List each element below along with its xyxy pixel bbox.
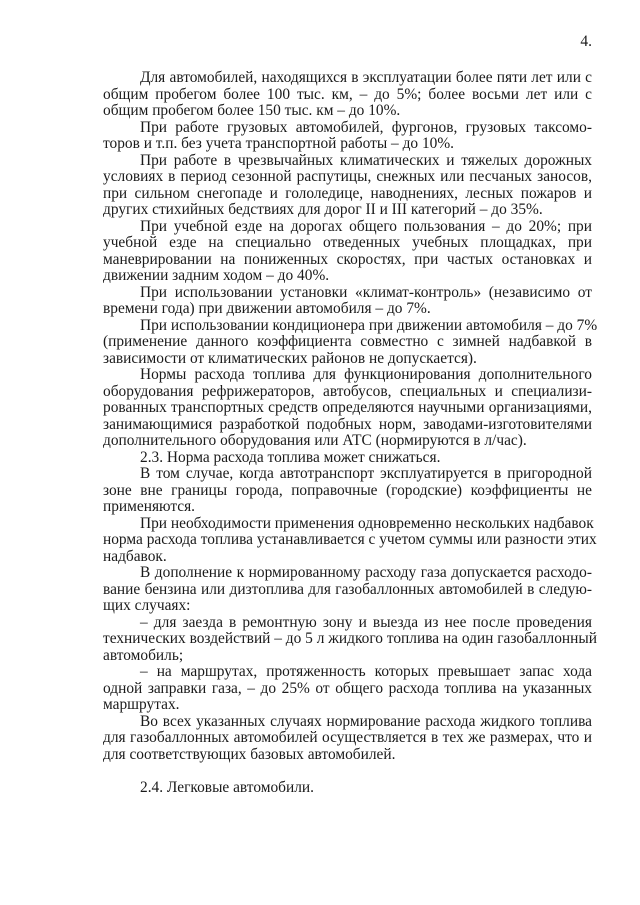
text-line: одной заправки газа, – до 25% от общего расхода топлива на указанных: [103, 679, 592, 697]
paragraph: [103, 613, 597, 665]
text-line: движении задним ходом – до 40%.: [103, 267, 330, 284]
text-line: технических воздействий – до 5 л жидкого топлива на один газобаллонный: [103, 630, 597, 647]
text-line: – на маршрутах, протяженность которых превышает запас хода: [140, 663, 592, 680]
paragraph: [103, 316, 598, 368]
text-line: для соответствующих базовых автомобилей.: [103, 745, 396, 763]
text-line: При использовании установки «климат-контроль» (независимо от: [140, 283, 592, 301]
text-line: автомобиль;: [103, 646, 184, 664]
text-line: Для автомобилей, находящихся в эксплуатации более пяти лет или с: [140, 69, 592, 86]
text-line: других стихийных бедствиях для дорог II и III категорий – до 35%.: [103, 201, 543, 218]
paragraph: [103, 714, 592, 764]
text-line: для газобаллонных автомобилей осуществляется в тех же размерах, что и: [103, 729, 592, 746]
text-line: оборудования рефрижераторов, автобусов, специальных и специализи-: [103, 382, 592, 400]
text-line: При работе грузовых автомобилей, фургонов, грузовых таксомо-: [140, 118, 592, 136]
document-body: [103, 69, 598, 796]
text-line: норма расхода топлива устанавливается с учетом суммы или разности этих: [103, 531, 597, 548]
text-line: вание бензина или дизтоплива для газобаллонных автомобилей в следую-: [103, 580, 592, 598]
page-number: 4.: [580, 33, 592, 50]
text-line: При учебной езде на дорогах общего пользования – до 20%; при: [140, 217, 592, 235]
paragraph: [103, 120, 592, 153]
paragraph: [103, 285, 592, 318]
paragraph: [103, 514, 597, 566]
text-line: зависимости от климатических районов не допускается).: [103, 349, 477, 367]
paragraph: [103, 153, 592, 219]
text-line: условиях в период сезонной распутицы, снежных или песчаных заносов,: [103, 168, 592, 185]
text-line: рованных транспортных средств определяются научными организациями,: [103, 399, 592, 416]
text-line: при сильном снегопаде и гололедице, наводнениях, лесных пожаров и: [103, 184, 592, 202]
text-line: дополнительного оборудования или АТС (нормируются в л/час).: [103, 432, 527, 449]
paragraph: [103, 664, 592, 714]
text-line: торов и т.п. без учета транспортной работы – до 10%.: [103, 135, 455, 152]
paragraph: [103, 219, 592, 285]
text-line: применяются.: [103, 498, 196, 515]
text-line: – для заезда в ремонтную зону и выезда из нее после проведения: [140, 613, 592, 631]
text-line: надбавок.: [103, 547, 167, 565]
text-line: (применение данного коэффициента совместно с зимней надбавкой в: [103, 333, 592, 350]
text-line: общим пробегом более 150 тыс. км – до 10%.: [103, 102, 401, 119]
paragraph: [103, 565, 592, 615]
section-heading: 2.4. Легковые автомобили.: [140, 778, 314, 796]
text-line: В том случае, когда автотранспорт эксплуатируется в пригородной: [140, 465, 592, 482]
paragraph: [103, 70, 592, 120]
text-line: При использовании кондиционера при движении автомобиля – до 7%: [140, 316, 598, 334]
paragraph: [103, 466, 592, 516]
text-line: 2.3. Норма расхода топлива может снижаться.: [140, 448, 441, 466]
text-line: учебной езде на специально отведенных учебных площадках, при: [103, 234, 592, 251]
paragraph: [103, 450, 592, 467]
text-line: зоне вне границы города, поправочные (городские) коэффициенты не: [103, 481, 592, 499]
text-line: маневрировании на пониженных скоростях, при частых остановках и: [103, 250, 592, 268]
spacer: [103, 763, 592, 780]
text-line: щих случаях:: [103, 597, 191, 614]
text-line: При необходимости применения одновременно нескольких надбавок: [140, 514, 594, 532]
text-line: общим пробегом более 100 тыс. км, – до 5%; более восьми лет или с: [103, 85, 592, 103]
text-line: При работе в чрезвычайных климатических и тяжелых дорожных: [140, 151, 592, 169]
text-line: Во всех указанных случаях нормирование расхода жидкого топлива: [140, 712, 592, 730]
text-line: Нормы расхода топлива для функционирования дополнительного: [140, 366, 592, 383]
paragraph: [103, 367, 592, 450]
text-line: времени года) при движении автомобиля – до 7%.: [103, 300, 431, 317]
text-line: занимающимися разработкой подобных норм, заводами-изготовителями: [103, 415, 592, 433]
text-line: маршрутах.: [103, 696, 180, 713]
text-line: В дополнение к нормированному расходу газа допускается расходо-: [140, 564, 592, 581]
